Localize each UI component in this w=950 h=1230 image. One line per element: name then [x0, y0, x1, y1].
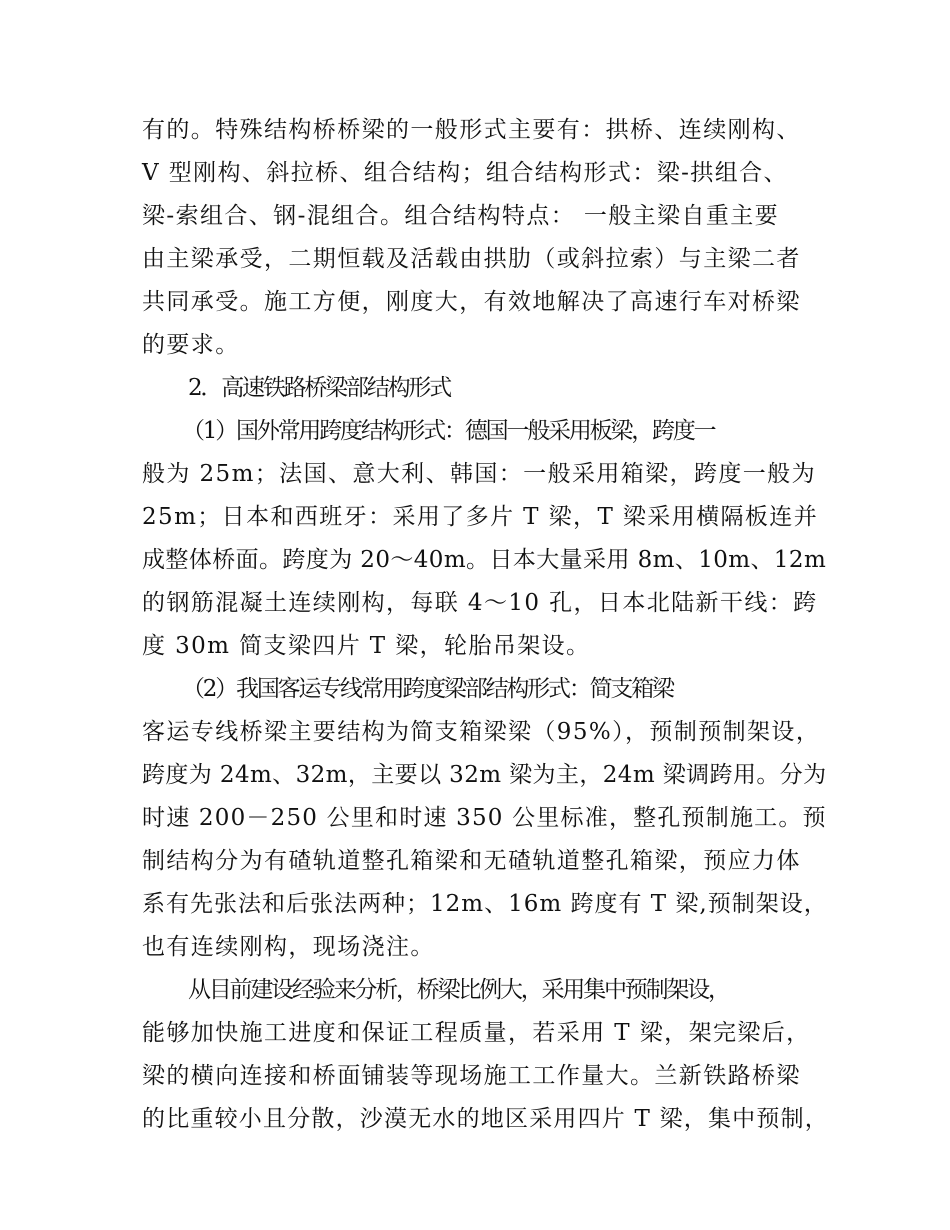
text-line: （1）国外常用跨度结构形式：德国一般采用板梁，跨度一: [182, 418, 715, 444]
text-line: （2）我国客运专线常用跨度梁部结构形式：简支箱梁: [182, 676, 673, 702]
text-line: 梁-索组合、钢-混组合。组合结构特点： 一般主梁自重主要: [142, 203, 780, 229]
text-line: 的比重较小且分散，沙漠无水的地区采用四片 T 梁，集中预制，: [142, 1106, 829, 1132]
text-line: 成整体桥面。跨度为 20～40m。日本大量采用 8m、10m、12m: [142, 547, 827, 573]
text-line: V 型刚构、斜拉桥、组合结构；组合结构形式：梁-拱组合、: [142, 160, 788, 186]
text-line: 时速 200－250 公里和时速 350 公里标准，整孔预制施工。预: [142, 805, 827, 831]
text-line: 制结构分为有碴轨道整孔箱梁和无碴轨道整孔箱梁，预应力体: [142, 848, 801, 874]
text-line: 跨度为 24m、32m，主要以 32m 梁为主，24m 梁调跨用。分为: [142, 762, 827, 788]
text-line: 25m；日本和西班牙：采用了多片 T 梁，T 梁采用横隔板连并: [142, 504, 819, 530]
text-line: 有的。特殊结构桥桥梁的一般形式主要有：拱桥、连续刚构、: [142, 117, 801, 143]
text-line: 系有先张法和后张法两种；12m、16m 跨度有 T 梁,预制架设，: [142, 891, 828, 917]
text-line: 共同承受。施工方便，刚度大，有效地解决了高速行车对桥梁: [142, 289, 801, 315]
text-line: 梁的横向连接和桥面铺装等现场施工工作量大。兰新铁路桥梁: [142, 1063, 801, 1089]
text-line: 也有连续刚构，现场浇注。: [142, 934, 435, 960]
text-line: 般为 25m；法国、意大利、韩国：一般采用箱梁，跨度一般为: [142, 461, 816, 487]
text-line: 客运专线桥梁主要结构为简支箱梁梁（95%），预制预制架设，: [142, 719, 821, 745]
text-line: 的要求。: [142, 332, 240, 358]
section-heading: 2．高速铁路桥梁部结构形式: [188, 375, 451, 401]
text-line: 能够加快施工进度和保证工程质量，若采用 T 梁，架完梁后，: [142, 1020, 811, 1046]
text-line: 度 30m 简支梁四片 T 梁，轮胎吊架设。: [142, 633, 591, 659]
text-line: 的钢筋混凝土连续刚构，每联 4～10 孔，日本北陆新干线：跨: [142, 590, 818, 616]
text-line: 由主梁承受，二期恒载及活载由拱肋（或斜拉索）与主梁二者: [142, 246, 801, 272]
text-line: 从目前建设经验来分析，桥梁比例大，采用集中预制架设，: [188, 977, 729, 1003]
